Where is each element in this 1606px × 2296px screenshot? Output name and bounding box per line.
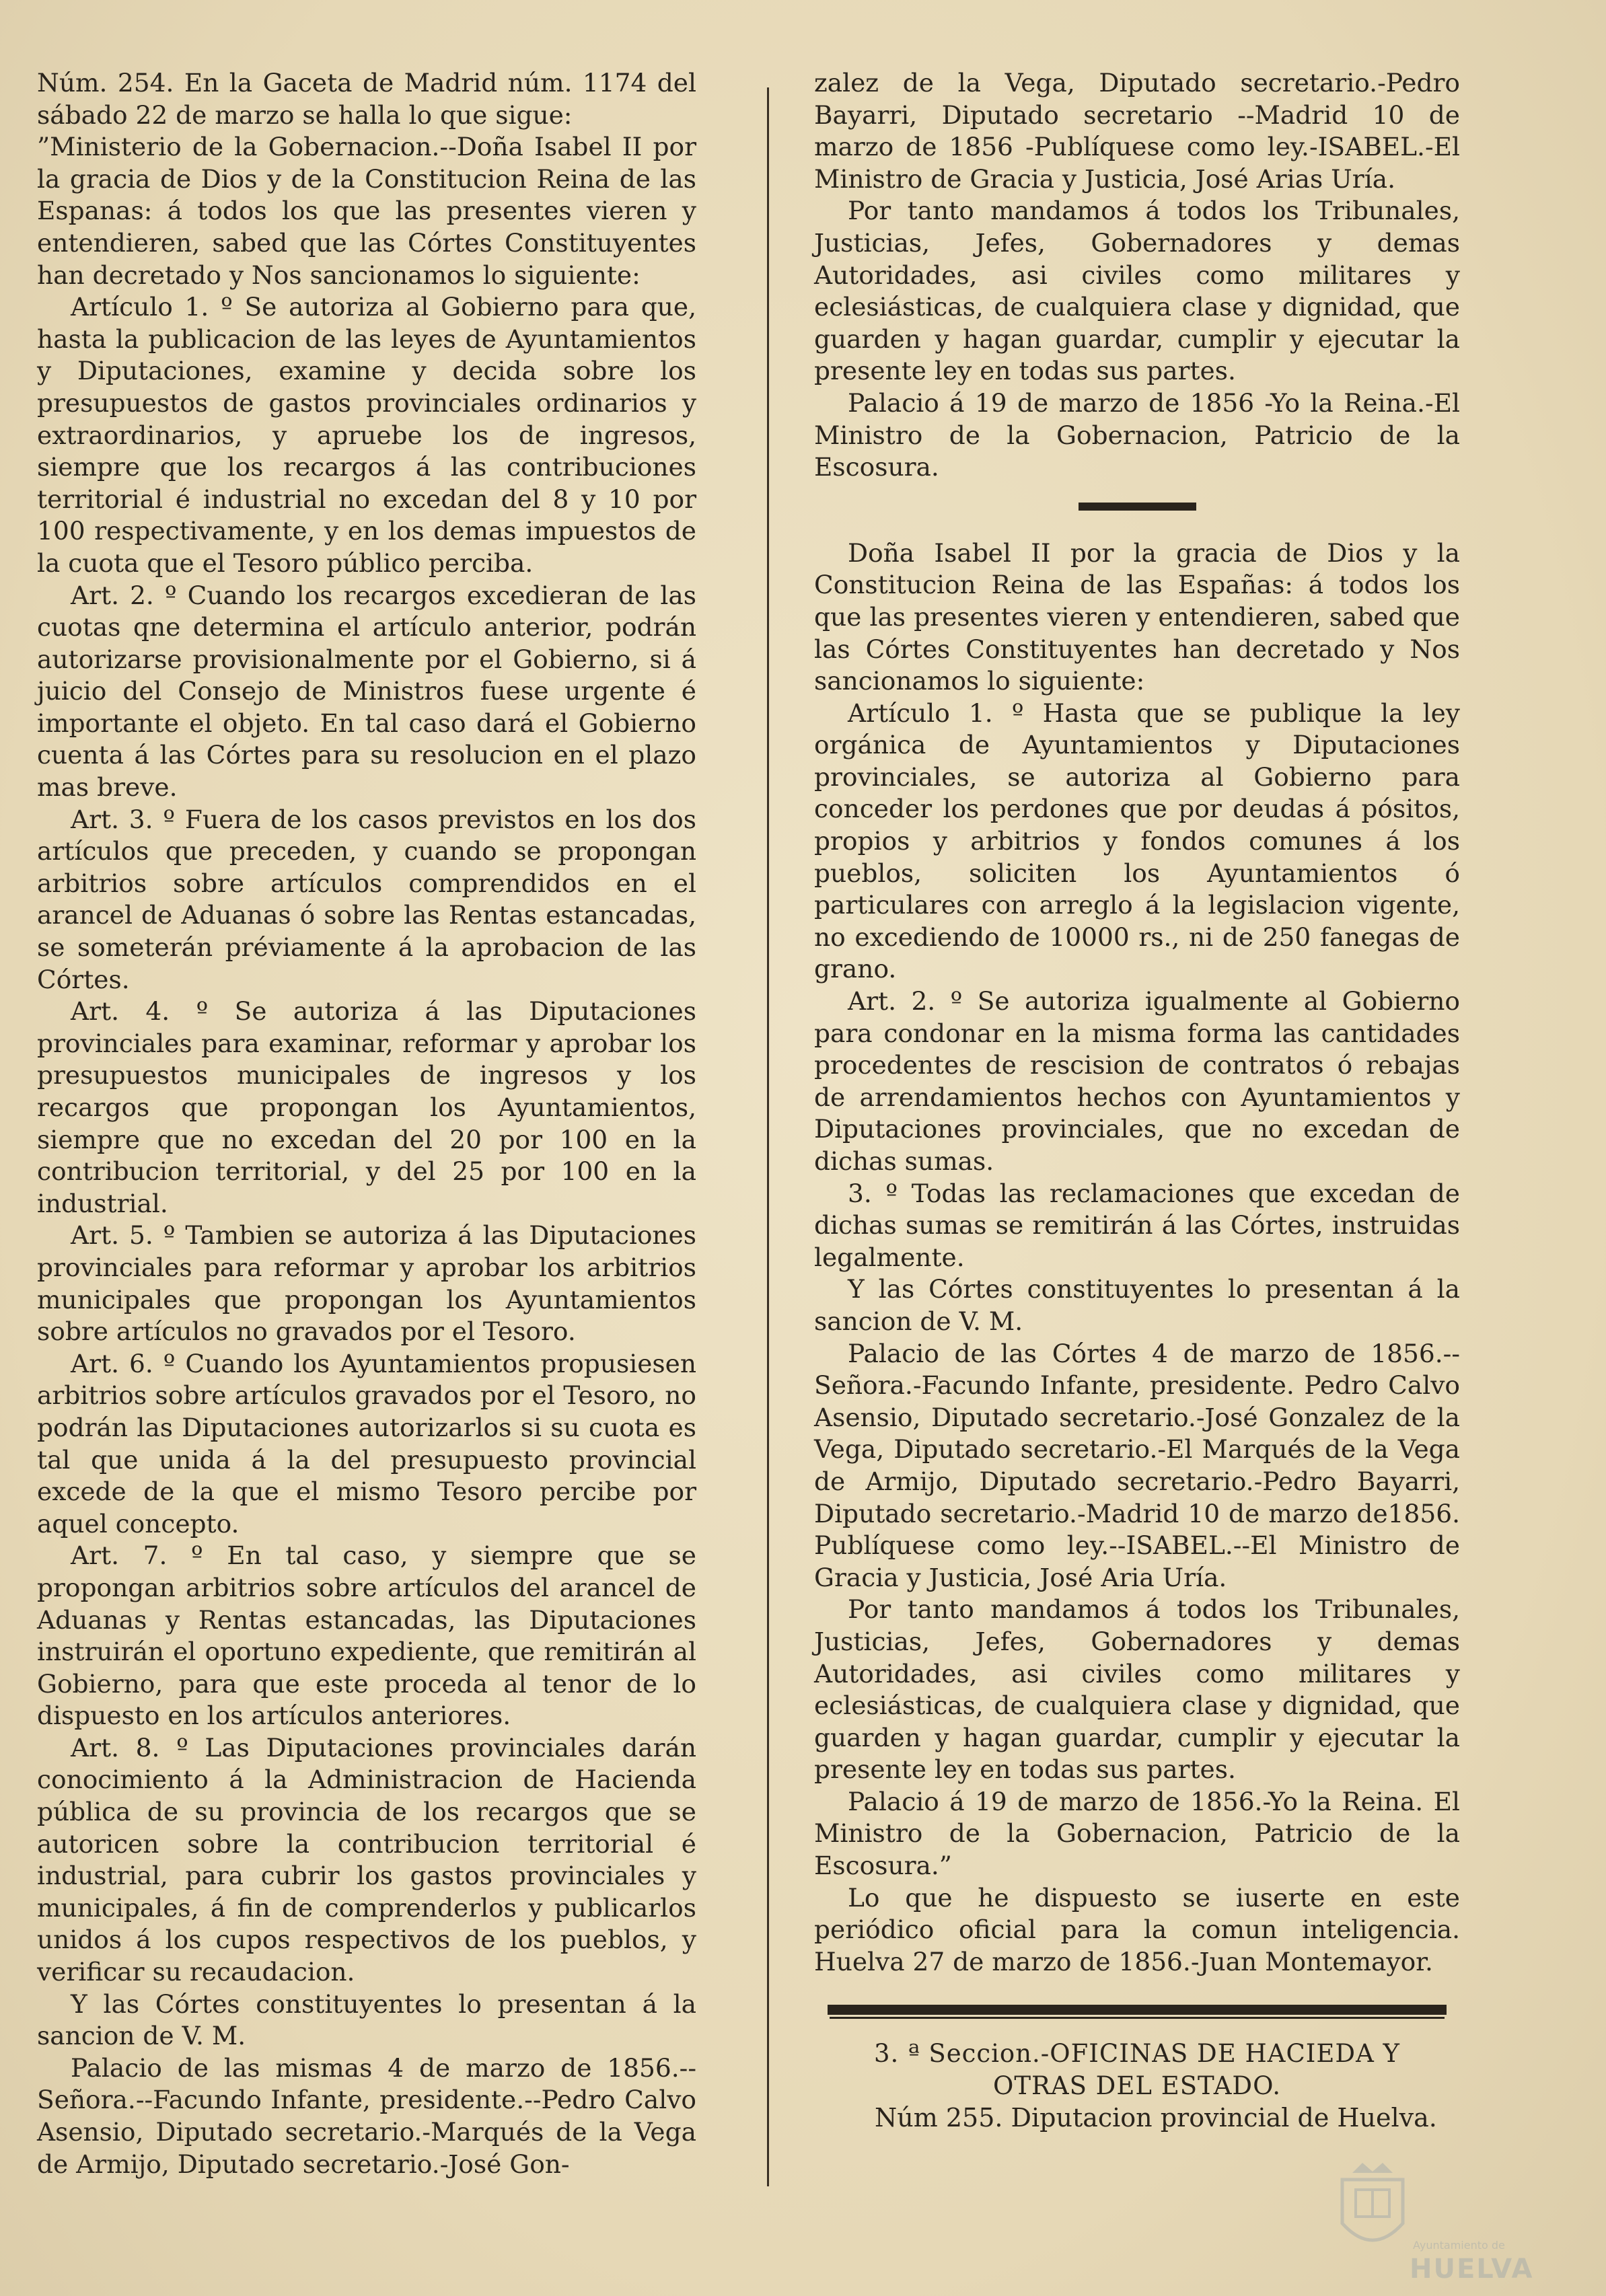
paragraph: Núm. 254. En la Gaceta de Madrid núm. 1174 del sábado 22 de marzo se halla lo que sigue: (37, 68, 696, 130)
paragraph: Art. 8. º Las Diputaciones provinciales darán conocimiento á la Administracion de Hacienda pública de su provincia de los recargos que se autoricen sobre la contribucion territorial é industrial, para cubrir los gastos provinciales y municipales, á fin de comprenderlos y publicarlos unidos á los cupos respectivos de los pueblos, y verificar su recaudacion. (37, 1732, 696, 1987)
watermark (1336, 2159, 1537, 2294)
paragraph: Art. 7. º En tal caso, y siempre que se propongan arbitrios sobre artículos del arancel de Aduanas y Rentas estancadas, las Diputaciones instruirán el oportuno expediente, que remitirán al Gobierno, para que este proceda al tenor de lo dispuesto en los artículos anteriores. (37, 1541, 696, 1731)
paragraph: 3. º Todas las reclamaciones que excedan de dichas sumas se remitirán á las Córtes, instruidas legalmente. (814, 1178, 1460, 1272)
paragraph: Y las Córtes constituyentes lo presentan á la sancion de V. M. (37, 1989, 696, 2051)
section-heading-line: OTRAS DEL ESTADO. (992, 2071, 1282, 2101)
crest-icon (1336, 2159, 1410, 2260)
paragraph: Palacio á 19 de marzo de 1856 -Yo la Reina.-El Ministro de la Gobernacion, Patricio de la Escosura. (814, 387, 1460, 482)
paragraph: Palacio á 19 de marzo de 1856.-Yo la Reina. El Ministro de la Gobernacion, Patricio de la Escosura.” (814, 1786, 1460, 1881)
paragraph: Por tanto mandamos á todos los Tribunales, Justicias, Jefes, Gobernadores y demas Autoridades, asi civiles como militares y eclesiásticas, de cualquiera clase y dignidad, que guarden y hagan guardar, cumplir y ejecutar la presente ley en todas sus partes. (814, 1594, 1460, 1785)
paragraph: Doña Isabel II por la gracia de Dios y la Constitucion Reina de las Españas: á todos los que las presentes vieren y entendieren, sabed que las Córtes Constituyentes han decretado y Nos sancionamos lo siguiente: (814, 538, 1460, 696)
paragraph: Lo que he dispuesto se iuserte en este periódico oficial para la comun inteligencia. Huelva 27 de marzo de 1856.-Juan Montemayor. (814, 1882, 1460, 1976)
paragraph: Art. 3. º Fuera de los casos previstos en los dos artículos que preceden, y cuando se propongan arbitrios sobre artículos comprendidos en el arancel de Aduanas ó sobre las Rentas estancadas, se someterán préviamente á la aprobacion de las Córtes. (37, 804, 696, 994)
section-heading (814, 2038, 1460, 2102)
paragraph: Palacio de las Córtes 4 de marzo de 1856.--Señora.-Facundo Infante, presidente. Pedro Calvo Asensio, Diputado secretario.-José Gonzalez de la Vega, Diputado secretario.-El Marqués de la Vega de Armijo, Diputado secretario.-Pedro Bayarri, Diputado secretario.-Madrid 10 de marzo de1856. Publíquese como ley.--ISABEL.--El Ministro de Gracia y Justicia, José Aria Uría. (814, 1338, 1460, 1592)
paragraph: Art. 6. º Cuando los Ayuntamientos propusiesen arbitrios sobre artículos gravados por el Tesoro, no podrán las Diputaciones autorizarlos si su cuota es tal que unida á la del presupuesto provincial excede de la que el mismo Tesoro percibe por aquel concepto. (37, 1348, 696, 1539)
watermark-small-text: Ayuntamiento de (1413, 2239, 1505, 2252)
section-heading-line: 3. ª Seccion.-OFICINAS DE HACIEDA Y (874, 2039, 1400, 2069)
paragraph: Artículo 1. º Hasta que se publique la ley orgánica de Ayuntamientos y Diputaciones provinciales, se autoriza al Gobierno para conceder los perdones que por deudas á pósitos, propios y arbitrios y fondos comunes á los pueblos, soliciten los Ayuntamientos ó particulares con arreglo á la legislacion vigente, no excediendo de 10000 rs., ni de 250 fanegas de grano. (814, 698, 1460, 984)
paragraph: Art. 4. º Se autoriza á las Diputaciones provinciales para examinar, reformar y aprobar los presupuestos municipales de ingresos y los recargos que propongan los Ayuntamientos, siempre que no excedan del 20 por 100 en la contribucion territorial, y del 25 por 100 en la industrial. (37, 996, 696, 1218)
right-column (814, 67, 1460, 2135)
left-column (37, 67, 696, 2180)
paragraph: zalez de la Vega, Diputado secretario.-Pedro Bayarri, Diputado secretario --Madrid 10 de marzo de 1856 -Publíquese como ley.-ISABEL.-El Ministro de Gracia y Justicia, José Arias Uría. (814, 68, 1460, 194)
entry-number-line: Núm 255. Diputacion provincial de Huelva. (875, 2103, 1437, 2133)
paragraph: Art. 2. º Se autoriza igualmente al Gobierno para condonar en la misma forma las cantidades procedentes de rescision de contratos ó rebajas de arrendamientos hechos con Ayuntamientos y Diputaciones provinciales, que no excedan de dichas sumas. (814, 986, 1460, 1176)
paragraph: Artículo 1. º Se autoriza al Gobierno para que, hasta la publicacion de las leyes de Ayuntamientos y Diputaciones, examine y decida sobre los presupuestos de gastos provinciales ordinarios y extraordinarios, y apruebe los de ingresos, siempre que los recargos á las contribuciones territorial é industrial no excedan del 8 y 10 por 100 respectivamente, y en los demas impuestos de la cuota que el Tesoro público perciba. (37, 292, 696, 578)
watermark-text: HUELVA (1410, 2254, 1534, 2285)
paragraph: Por tanto mandamos á todos los Tribunales, Justicias, Jefes, Gobernadores y demas Autoridades, asi civiles como militares y eclesiásticas, de cualquiera clase y dignidad, que guarden y hagan guardar, cumplir y ejecutar la presente ley en todas sus partes. (814, 196, 1460, 386)
paragraph: Art. 2. º Cuando los recargos excedieran de las cuotas qne determina el artículo anterior, podrán autorizarse provisionalmente por el Gobierno, si á juicio del Consejo de Ministros fuese urgente é importante el objeto. En tal caso dará el Gobierno cuenta á las Córtes para su resolucion en el plazo mas breve. (37, 580, 696, 803)
paragraph: Art. 5. º Tambien se autoriza á las Diputaciones provinciales para reformar y aprobar los arbitrios municipales que propongan los Ayuntamientos sobre artículos no gravados por el Tesoro. (37, 1220, 696, 1347)
paragraph: ”Ministerio de la Gobernacion.--Doña Isabel II por la gracia de Dios y de la Constitucion Reina de las Espanas: á todos los que las presentes vieren y entendieren, sabed que las Córtes Constituyentes han decretado y Nos sancionamos lo siguiente: (37, 132, 696, 290)
paragraph: Palacio de las mismas 4 de marzo de 1856.--Señora.--Facundo Infante, presidente.--Pedro Calvo Asensio, Diputado secretario.-Marqués de la Vega de Armijo, Diputado secretario.-José Gon- (37, 2052, 696, 2179)
paragraph: Y las Córtes constituyentes lo presentan á la sancion de V. M. (814, 1274, 1460, 1336)
section-rule (828, 2005, 1447, 2015)
separator-rule (1079, 503, 1196, 511)
column-divider (767, 87, 769, 2186)
